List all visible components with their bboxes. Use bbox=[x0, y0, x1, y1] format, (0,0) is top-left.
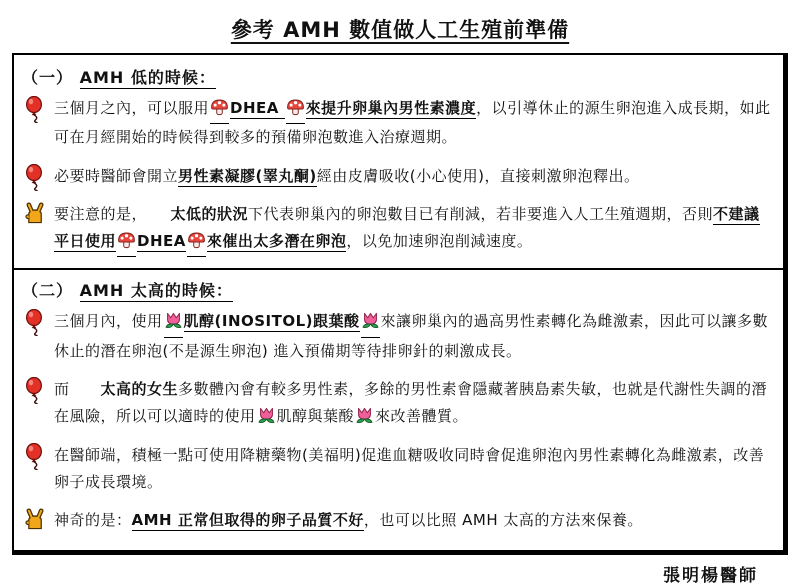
item-text bbox=[54, 380, 767, 425]
text-run: 經由皮膚吸收(小心使用)，直接刺激卵泡釋出。 bbox=[316, 166, 640, 185]
text-run: 在醫師端，積極一點可使用降糖藥物(美福明)促進血糖吸收同時會促進卵泡內男性素轉化為雌激素，改善卵子成長環境。 bbox=[54, 445, 765, 491]
text-run: 而 bbox=[54, 380, 101, 399]
item-text bbox=[54, 446, 764, 491]
text-run: （二） bbox=[22, 281, 80, 301]
item-text bbox=[54, 312, 768, 359]
list-item bbox=[20, 163, 771, 190]
item-text bbox=[54, 167, 639, 187]
text-run: AMH 太高的時候： bbox=[79, 281, 233, 301]
text-run: 太高的女生 bbox=[100, 380, 179, 399]
text-run: AMH 正常但取得的卵子品質不好 bbox=[131, 511, 364, 530]
tulip-icon bbox=[361, 308, 380, 337]
text-run: ，也可以比照 AMH 太高的方法來保養。 bbox=[363, 511, 643, 530]
text-run: 來提升卵巢內男性素濃度 bbox=[305, 99, 477, 117]
text-run: 神奇的是： bbox=[54, 511, 132, 530]
mushroom-icon bbox=[210, 95, 229, 124]
mushroom-icon bbox=[187, 228, 206, 257]
text-run: 來改善體質。 bbox=[375, 407, 469, 426]
section-divider bbox=[14, 268, 783, 270]
item-text bbox=[54, 511, 643, 531]
list-item bbox=[20, 308, 771, 365]
text-run: 來讓卵巢內的過高男性素轉化為雌激素，因此可以讓多數休止的潛在卵泡(不是源生卵泡) 進入預備期等待排卵針的刺激成長。 bbox=[54, 312, 769, 360]
tulip-icon bbox=[257, 403, 276, 430]
tulip-icon bbox=[355, 403, 374, 430]
section-amh-low bbox=[20, 65, 771, 257]
red-balloon-icon bbox=[22, 377, 48, 413]
text-run: 肌醇與葉酸 bbox=[276, 407, 355, 426]
text-run: 來催出太多潛在卵泡 bbox=[206, 232, 347, 251]
text-run: 三個月內，使用 bbox=[54, 312, 163, 331]
page-title: 參考 AMH 數值做人工生殖前準備 bbox=[230, 18, 570, 42]
love-you-hand-icon bbox=[22, 202, 48, 233]
red-balloon-icon bbox=[22, 96, 48, 132]
section-heading-amh-low bbox=[22, 65, 771, 88]
list-item bbox=[20, 442, 771, 497]
signature: 張明楊醫師 bbox=[663, 565, 758, 586]
text-run: 要注意的是， bbox=[54, 204, 171, 223]
text-run: 必要時醫師會開立 bbox=[54, 166, 179, 185]
text-run: 三個月之內，可以服用 bbox=[54, 99, 210, 117]
text-run: DHEA bbox=[137, 232, 186, 251]
content-box bbox=[12, 53, 788, 555]
text-run: DHEA bbox=[230, 99, 285, 117]
tulip-icon bbox=[164, 308, 183, 337]
text-run: 肌醇(INOSITOL)跟葉酸 bbox=[183, 312, 360, 331]
item-text bbox=[54, 205, 760, 250]
list-item bbox=[20, 201, 771, 258]
text-run: ，以引導休止的源生卵泡進入成長期，如此可在月經開始的時候得到較多的預備卵泡數進入治療週期。 bbox=[54, 99, 771, 147]
list-item bbox=[20, 95, 771, 152]
red-balloon-icon bbox=[22, 164, 48, 200]
text-run: AMH 低的時候： bbox=[79, 68, 216, 87]
item-text bbox=[54, 99, 771, 146]
love-you-hand-icon bbox=[22, 508, 48, 539]
list-item bbox=[20, 376, 771, 431]
section-heading-amh-high bbox=[22, 278, 771, 301]
text-run: 不建議平日使用 bbox=[54, 204, 760, 251]
mushroom-icon bbox=[117, 228, 136, 257]
mushroom-icon bbox=[286, 95, 305, 124]
red-balloon-icon bbox=[22, 309, 48, 345]
red-balloon-icon bbox=[22, 443, 48, 479]
text-run: 下代表卵巢內的卵泡數目已有削減，若非要進入人工生殖週期，否則 bbox=[248, 204, 714, 223]
list-item bbox=[20, 507, 771, 534]
text-run: 男性素凝膠(睪丸酮) bbox=[178, 166, 317, 185]
text-run: ，以免加速卵泡削減速度。 bbox=[346, 232, 533, 251]
text-run: （一） bbox=[22, 68, 80, 87]
section-amh-high bbox=[20, 278, 771, 534]
text-run: 太低的狀況 bbox=[170, 204, 249, 223]
text-run: 多數體內會有較多男性素，多餘的男性素會隱藏著胰島素失敏，也就是代謝性失調的潛在風險，所以可以適時的使用 bbox=[54, 380, 768, 426]
